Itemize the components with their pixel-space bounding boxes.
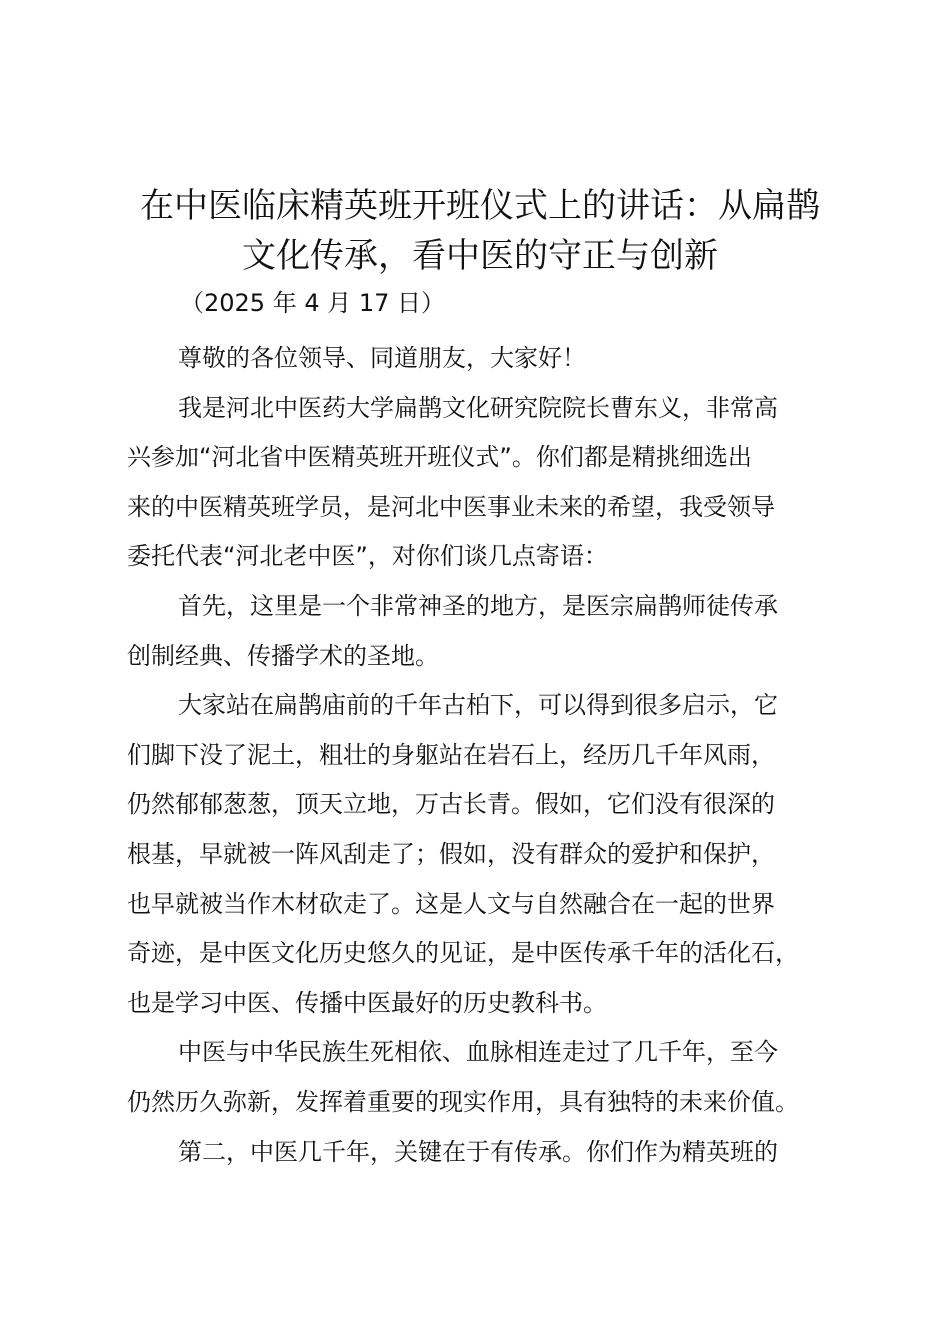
paragraph-line: 奇迹，是中医文化历史悠久的见证，是中医传承千年的活化石， [127, 939, 799, 968]
paragraph-line: 大家站在扁鹊庙前的千年古柏下，可以得到很多启示，它 [178, 691, 778, 720]
paragraph-line: 创制经典、传播学术的圣地。 [127, 641, 439, 670]
paragraph-line: 来的中医精英班学员，是河北中医事业未来的希望，我受领导 [127, 492, 775, 521]
document-title-line-2: 文化传承，看中医的守正与创新 [242, 236, 718, 276]
paragraph-line: 也是学习中医、传播中医最好的历史教科书。 [127, 988, 607, 1017]
document-title-line-1: 在中医临床精英班开班仪式上的讲话：从扁鹊 [140, 186, 820, 226]
paragraph-line: 委托代表“河北老中医”，对你们谈几点寄语： [127, 542, 608, 571]
speech-date: （2025 年 4 月 17 日） [180, 289, 446, 317]
paragraph-line: 仍然郁郁葱葱，顶天立地，万古长青。假如，它们没有很深的 [127, 790, 775, 819]
paragraph-line: 首先，这里是一个非常神圣的地方，是医宗扁鹊师徒传承 [178, 591, 778, 620]
paragraph-line: 仍然历久弥新，发挥着重要的现实作用，具有独特的未来价值。 [127, 1087, 799, 1116]
paragraph-line: 第二，中医几千年，关键在于有传承。你们作为精英班的 [178, 1137, 778, 1166]
greeting-line: 尊敬的各位领导、同道朋友，大家好！ [178, 344, 586, 372]
paragraph-line: 中医与中华民族生死相依、血脉相连走过了几千年，至今 [178, 1038, 778, 1067]
paragraph-line: 也早就被当作木材砍走了。这是人文与自然融合在一起的世界 [127, 889, 775, 918]
paragraph-line: 兴参加“河北省中医精英班开班仪式”。你们都是精挑细选出 [127, 443, 752, 472]
paragraph-line: 根基，早就被一阵风刮走了；假如，没有群众的爱护和保护， [127, 839, 775, 868]
speech-body [127, 334, 867, 1177]
paragraph-line: 我是河北中医药大学扁鹊文化研究院院长曹东义，非常高 [178, 393, 778, 422]
paragraph-line: 们脚下没了泥土，粗壮的身躯站在岩石上，经历几千年风雨， [127, 740, 775, 769]
